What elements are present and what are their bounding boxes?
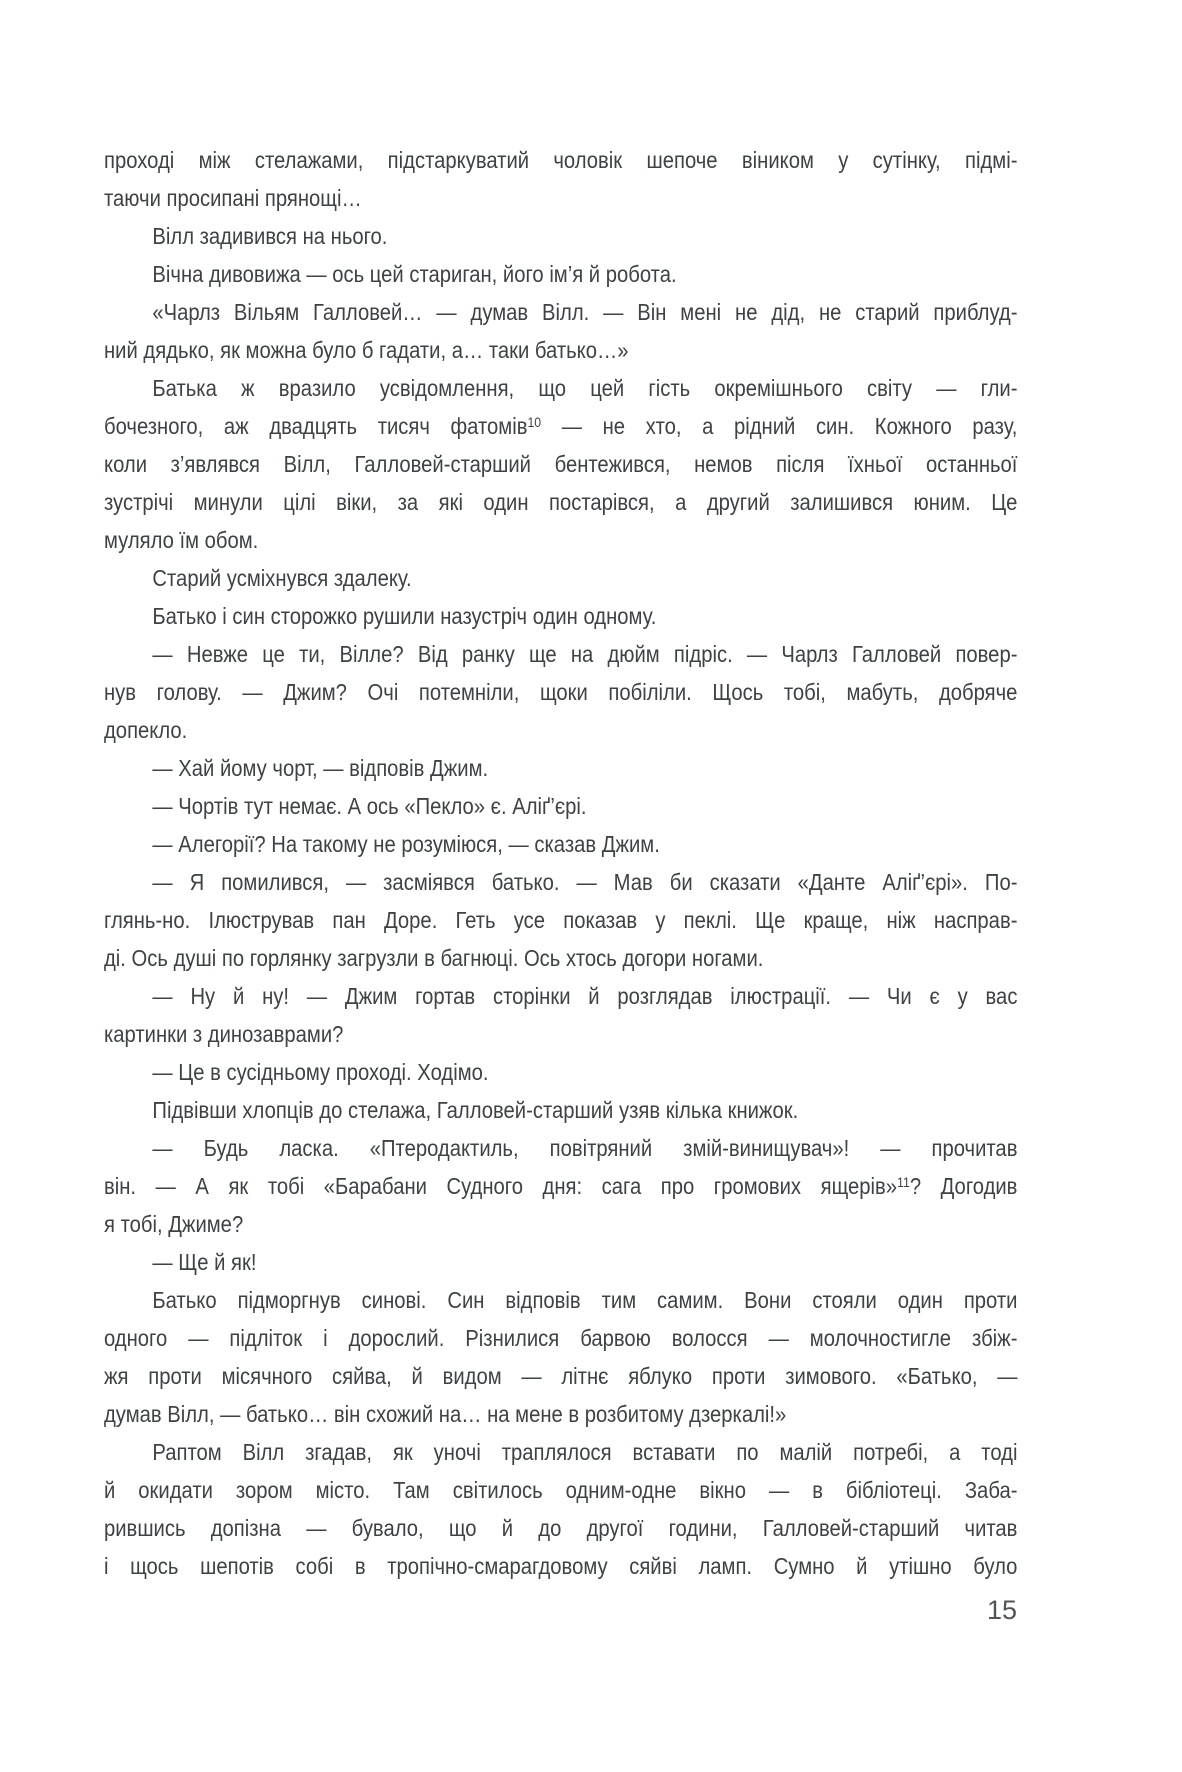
text-line: ді. Ось душі по горлянку загрузли в багнюці. Ось хтось догори ногами. [104,945,764,971]
text-line: — Це в сусідньому проході. Ходімо. [152,1059,489,1085]
text-line: — Ще й як! [152,1249,257,1275]
text-line: рившись допізна — бувало, що й до другої години, Галловей-старший читав [104,1515,1018,1541]
footnote-reference: 10 [527,414,542,430]
text-line: нув голову. — Джим? Очі потемніли, щоки побіліли. Щось тобі, мабуть, добряче [104,679,1018,705]
text-line: Раптом Вілл згадав, як уночі траплялося вставати по малій потребі, а тоді [152,1439,1018,1465]
text-line: Батька ж вразило усвідомлення, що цей гість окремішнього світу — гли- [152,375,1018,401]
text-line: жя проти місячного сяйва, й видом — літнє яблуко проти зимового. «Батько, — [104,1363,1018,1389]
text-line: «Чарлз Вільям Галловей… — думав Вілл. — Він мені не дід, не старий приблуд- [152,299,1018,325]
text-line: — Хай йому чорт, — відповів Джим. [152,755,489,781]
text-line: я тобі, Джиме? [104,1211,244,1237]
text-line: проході між стелажами, підстаркуватий чоловік шепоче віником у сутінку, підмі- [104,147,1018,173]
text-line: думав Вілл, — батько… він схожий на… на мене в розбитому дзеркалі!» [104,1401,787,1427]
text-line: глянь-но. Ілюстрував пан Доре. Геть усе показав у пеклі. Ще краще, ніж насправ- [104,907,1018,933]
text-line: ний дядько, як можна було б гадати, а… таки батько…» [104,337,629,363]
text-line: таючи просипані прянощі… [104,185,362,211]
text-line: і щось шепотів собі в тропічно-смарагдовому сяйві ламп. Сумно й утішно було [104,1553,1018,1579]
text-line: — Алегорії? На такому не розуміюся, — сказав Джим. [152,831,660,857]
text-line: — Будь ласка. «Птеродактиль, повітряний змій-винищувач»! — прочитав [152,1135,1018,1161]
text-line: Батько і син сторожко рушили назустріч один одному. [152,603,657,629]
text-line: Вічна дивовижа — ось цей стариган, його ім’я й робота. [152,261,677,287]
text-line: муляло їм обом. [104,527,259,553]
text-line: картинки з динозаврами? [104,1021,344,1047]
text-line: й окидати зором місто. Там світилось одним-одне вікно — в бібліотеці. Заба- [104,1477,1018,1503]
text-line: — Невже це ти, Вілле? Від ранку ще на дюйм підріс. — Чарлз Галловей повер- [152,641,1018,667]
text-line: одного — підліток і дорослий. Різнилися барвою волосся — молочностигле збіж- [104,1325,1018,1351]
text-line: коли з’являвся Вілл, Галловей-старший бентежився, немов після їхньої останньої [104,451,1018,477]
text-line: зустрічі минули цілі віки, за які один постарівся, а другий залишився юним. Це [104,489,1018,515]
text-line: допекло. [104,717,188,743]
footnote-reference: 11 [897,1174,910,1190]
text-line: бочезного, аж двадцять тисяч фатомів$^{10}$ — не хто, а рідний син. Кожного разу, [104,413,1018,439]
text-line: Старий усміхнувся здалеку. [152,565,412,591]
text-line: Підвівши хлопців до стелажа, Галловей-старший узяв кілька книжок. [152,1097,799,1123]
text-line: — Чортів тут немає. А ось «Пекло» є. Аліґ’єрі. [152,793,587,819]
text-line: — Ну й ну! — Джим гортав сторінки й розглядав ілюстрації. — Чи є у вас [152,983,1018,1009]
text-line: Вілл задивився на нього. [152,223,388,249]
text-line: Батько підморгнув синові. Син відповів тим самим. Вони стояли один проти [152,1287,1018,1313]
text-line: він. — А як тобі «Барабани Судного дня: сага про громових ящерів»$^{11}$? Догодив [104,1173,1018,1199]
text-line: — Я помилився, — засміявся батько. — Мав би сказати «Данте Аліґ’єрі». По- [152,869,1018,895]
text-block [104,141,1017,1585]
page-number: 15 [986,1595,1017,1625]
